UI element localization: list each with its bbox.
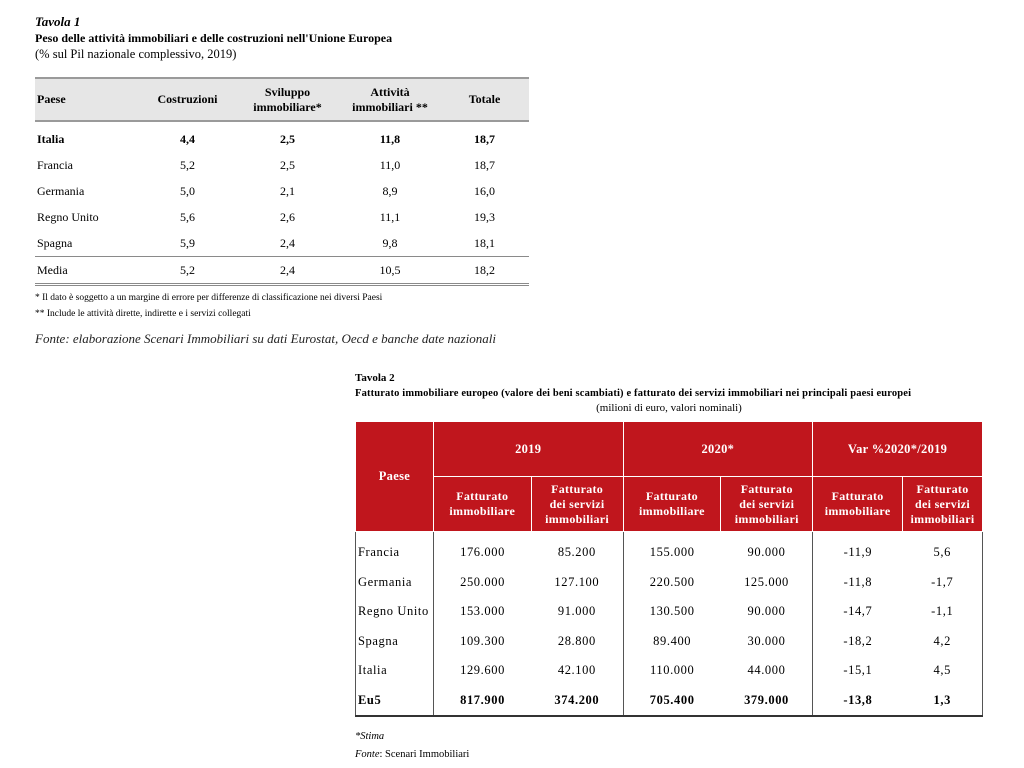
- table-row: [356, 627, 983, 657]
- tavola-1: [35, 14, 529, 347]
- cell-servizi-2019: 374.200: [531, 686, 623, 717]
- table-label: Tavola 2: [355, 372, 395, 384]
- table-row: [356, 568, 983, 598]
- table-subtitle: (% sul Pil nazionale complessivo, 2019): [35, 47, 237, 61]
- header-line: dei servizi: [739, 496, 795, 511]
- table-subtitle: (milioni di euro, valori nominali): [596, 402, 742, 414]
- cell-fatturato-2020: 130.500: [623, 597, 721, 627]
- cell-paese: Francia: [358, 545, 400, 560]
- cell-attivita: 8,9: [382, 183, 398, 198]
- cell-servizi-2020: 44.000: [747, 663, 786, 678]
- cell-totale: 18,2: [440, 257, 529, 285]
- cell-paese: Regno Unito: [37, 209, 99, 224]
- cell-fatturato-2019: 176.000: [433, 532, 531, 568]
- header-line: Fatturato: [740, 481, 793, 496]
- col-header-paese: Paese: [35, 78, 140, 121]
- table-row: [35, 178, 529, 204]
- col-header-sviluppo-line2: immobiliare*: [253, 99, 322, 114]
- table-row: [356, 597, 983, 627]
- cell-fatturato-2020: 705.400: [623, 686, 721, 717]
- cell-var-fatturato: -11,9: [813, 532, 903, 568]
- cell-totale: 19,3: [474, 209, 495, 224]
- table-note: *Stima: [355, 731, 385, 742]
- cell-attivita: 11,0: [379, 157, 401, 172]
- cell-costruzioni: 5,6: [180, 209, 195, 224]
- cell-var-servizi: 1,3: [903, 686, 983, 717]
- cell-paese: Italia: [358, 663, 388, 678]
- table-row: [35, 121, 529, 152]
- cell-servizi-2019: 28.800: [557, 633, 596, 648]
- table-row: [35, 204, 529, 230]
- cell-servizi-2020: 90.000: [747, 545, 786, 560]
- header-line: immobiliari: [734, 511, 799, 526]
- table-row: [35, 230, 529, 257]
- cell-var-fatturato: -18,2: [813, 627, 903, 657]
- col-header-servizi-var: [903, 477, 983, 532]
- cell-fatturato-2019: 109.300: [433, 627, 531, 657]
- cell-servizi-2020: 90.000: [747, 604, 786, 619]
- cell-var-fatturato: -14,7: [813, 597, 903, 627]
- cell-fatturato-2020: 89.400: [623, 627, 721, 657]
- cell-attivita: 10,5: [340, 257, 440, 285]
- cell-servizi-2020: 30.000: [747, 633, 786, 648]
- cell-sviluppo: 2,6: [280, 209, 295, 224]
- cell-var-servizi: 4,2: [933, 633, 951, 648]
- table-source: [355, 747, 983, 762]
- col-header-fatturato-2020: [623, 477, 721, 532]
- tavola-2: [355, 371, 983, 762]
- col-header-servizi-2020: [721, 477, 813, 532]
- table-source: Fonte: elaborazione Scenari Immobiliari su dati Eurostat, Oecd e banche date nazionali: [35, 331, 496, 346]
- cell-servizi-2020: 125.000: [744, 574, 789, 589]
- table-row: [35, 152, 529, 178]
- cell-attivita: 11,8: [379, 131, 401, 146]
- table-title: Fatturato immobiliare europeo (valore dei beni scambiati) e fatturato dei servizi immobiliari nei principali paesi europei: [355, 388, 912, 399]
- header-line: Fatturato: [551, 481, 604, 496]
- col-header-attivita: [340, 78, 440, 121]
- cell-attivita: 9,8: [382, 235, 398, 250]
- cell-totale: 18,7: [474, 157, 495, 172]
- turnover-table: [355, 421, 983, 717]
- col-header-sviluppo: [235, 78, 340, 121]
- cell-costruzioni: 5,2: [180, 157, 195, 172]
- col-header-fatturato-var: [813, 477, 903, 532]
- cell-fatturato-2019: 250.000: [433, 568, 531, 598]
- header-line: dei servizi: [549, 496, 605, 511]
- cell-var-fatturato: -13,8: [813, 686, 903, 717]
- cell-fatturato-2019: 129.600: [433, 656, 531, 686]
- cell-paese: Spagna: [37, 235, 73, 250]
- header-line: immobiliari: [910, 511, 975, 526]
- footnote: ** Include le attività dirette, indirette e i servizi collegati: [35, 309, 251, 319]
- cell-var-servizi: -1,7: [931, 574, 954, 589]
- table-notes: [35, 292, 529, 321]
- table-row: [356, 532, 983, 568]
- cell-sviluppo: 2,4: [280, 235, 295, 250]
- header-line: Fatturato: [916, 481, 969, 496]
- table-title: Peso delle attività immobiliari e delle costruzioni nell'Unione Europea: [35, 31, 393, 45]
- source-key: Fonte: [355, 749, 380, 760]
- cell-servizi-2020: 379.000: [721, 686, 813, 717]
- table-row: [356, 656, 983, 686]
- cell-paese: Italia: [37, 131, 65, 146]
- cell-servizi-2019: 42.100: [557, 663, 596, 678]
- cell-paese: Germania: [358, 574, 413, 589]
- table-row-average: [35, 257, 529, 285]
- cell-totale: 18,7: [474, 131, 495, 146]
- col-header-paese: Paese: [356, 422, 434, 532]
- col-header-sviluppo-line1: Sviluppo: [264, 84, 311, 99]
- cell-var-servizi: -1,1: [931, 604, 954, 619]
- cell-totale: 16,0: [474, 183, 495, 198]
- cell-paese: Media: [35, 257, 140, 285]
- source-value: : Scenari Immobiliari: [379, 749, 470, 760]
- header-line: Fatturato: [831, 489, 884, 503]
- cell-paese: Francia: [37, 157, 73, 172]
- col-header-var: Var %2020*/2019: [813, 422, 983, 477]
- header-line: Fatturato: [456, 489, 509, 503]
- header-line: dei servizi: [915, 496, 970, 511]
- cell-costruzioni: 5,9: [180, 235, 195, 250]
- header-line: immobiliari: [545, 511, 610, 526]
- cell-sviluppo: 2,5: [280, 131, 295, 146]
- col-header-costruzioni: Costruzioni: [140, 78, 235, 121]
- col-header-attivita-line2: immobiliari **: [352, 99, 428, 114]
- cell-sviluppo: 2,1: [280, 183, 295, 198]
- header-line: Fatturato: [645, 489, 698, 503]
- gdp-share-table: [35, 77, 529, 286]
- cell-totale: 18,1: [474, 235, 495, 250]
- cell-fatturato-2020: 110.000: [623, 656, 721, 686]
- cell-var-servizi: 5,6: [933, 545, 951, 560]
- col-header-2020: 2020*: [623, 422, 813, 477]
- col-header-attivita-line1: Attività: [370, 84, 410, 99]
- cell-sviluppo: 2,5: [280, 157, 295, 172]
- cell-servizi-2019: 91.000: [557, 604, 596, 619]
- cell-paese: Regno Unito: [358, 604, 429, 619]
- header-line: immobiliare: [824, 504, 891, 518]
- cell-var-fatturato: -15,1: [813, 656, 903, 686]
- table-label: Tavola 1: [35, 14, 81, 29]
- col-header-fatturato-2019: [433, 477, 531, 532]
- cell-costruzioni: 5,2: [140, 257, 235, 285]
- cell-paese: Germania: [37, 183, 85, 198]
- header-line: immobiliare: [639, 504, 705, 518]
- cell-paese: Spagna: [358, 633, 399, 648]
- cell-fatturato-2019: 153.000: [433, 597, 531, 627]
- cell-fatturato-2020: 220.500: [623, 568, 721, 598]
- cell-servizi-2019: 85.200: [557, 545, 596, 560]
- cell-paese: Eu5: [356, 686, 434, 717]
- cell-sviluppo: 2,4: [235, 257, 340, 285]
- header-row: [35, 78, 529, 121]
- col-header-servizi-2019: [531, 477, 623, 532]
- table-row-total: [356, 686, 983, 717]
- cell-var-servizi: 4,5: [933, 663, 951, 678]
- col-header-2019: 2019: [433, 422, 623, 477]
- header-line: immobiliare: [449, 504, 516, 518]
- cell-costruzioni: 5,0: [180, 183, 195, 198]
- header-row-years: [356, 422, 983, 477]
- header-row-measures: [356, 477, 983, 532]
- cell-servizi-2019: 127.100: [554, 574, 600, 589]
- cell-fatturato-2019: 817.900: [433, 686, 531, 717]
- cell-costruzioni: 4,4: [180, 131, 195, 146]
- footnote: * Il dato è soggetto a un margine di errore per differenze di classificazione nei diversi Paesi: [35, 293, 383, 303]
- cell-var-fatturato: -11,8: [813, 568, 903, 598]
- cell-fatturato-2020: 155.000: [623, 532, 721, 568]
- col-header-totale: Totale: [440, 78, 529, 121]
- cell-attivita: 11,1: [379, 209, 401, 224]
